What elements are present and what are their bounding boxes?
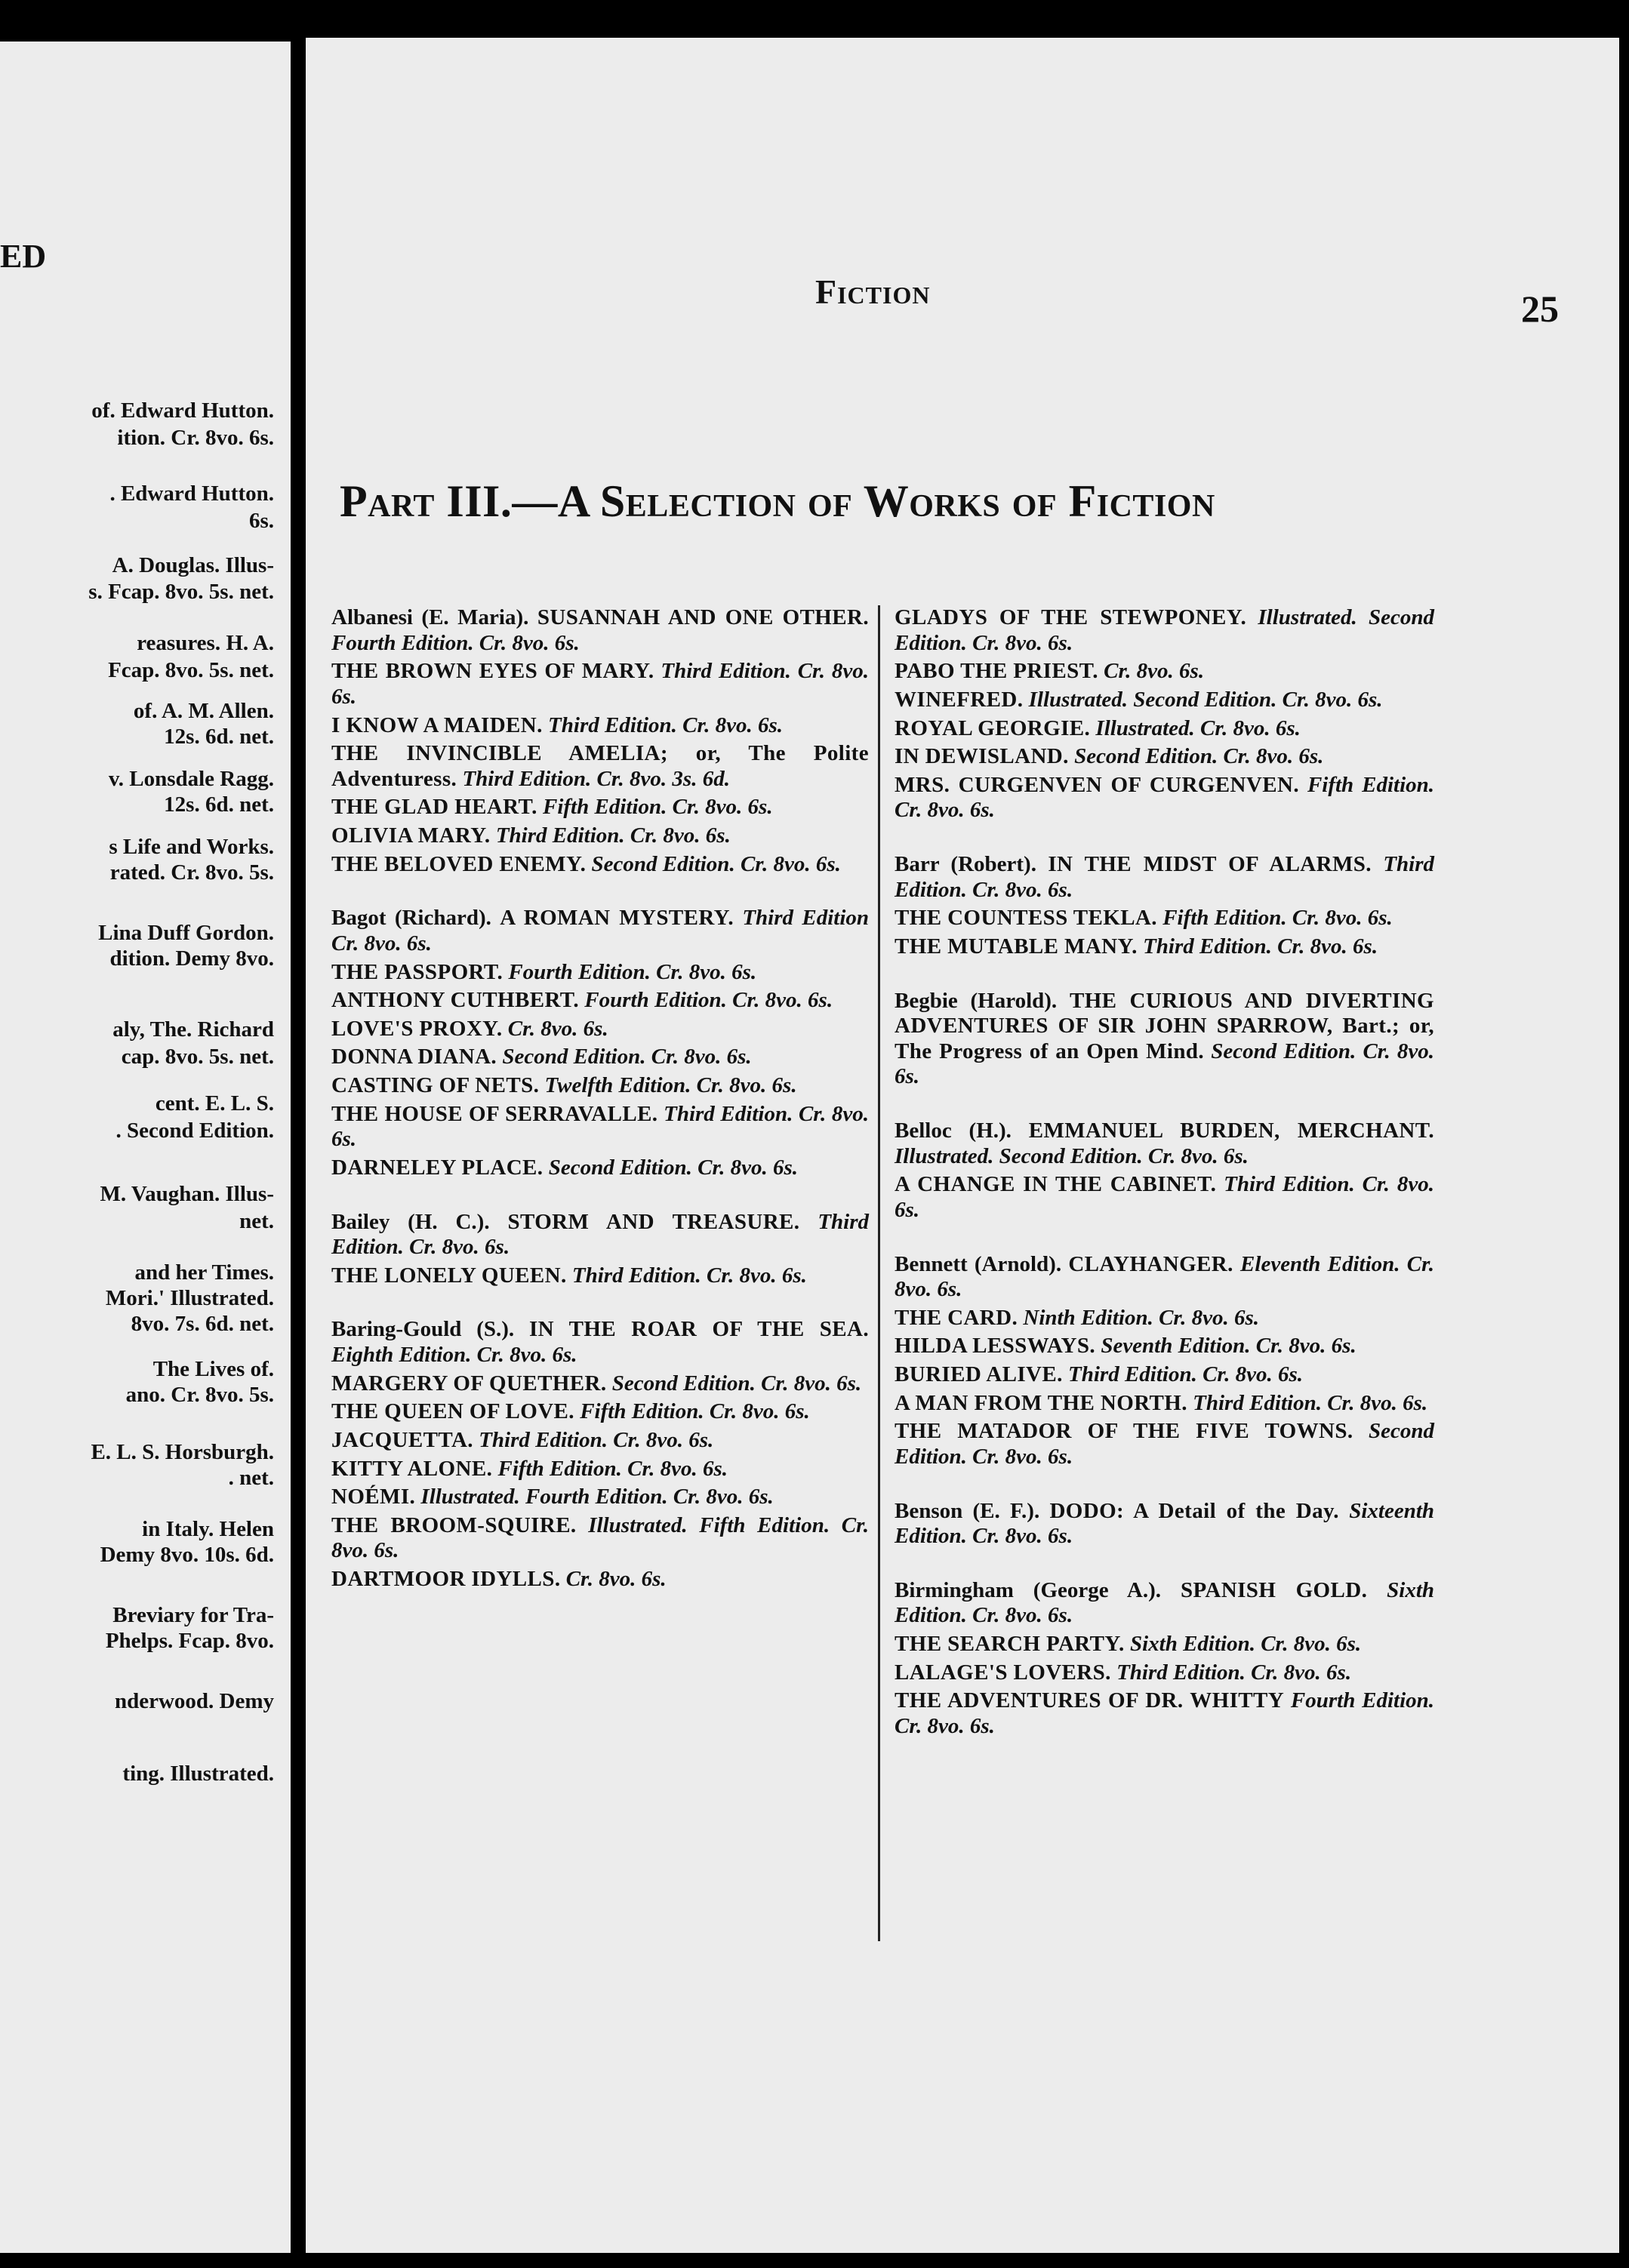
book-title: THE QUEEN OF LOVE.: [331, 1399, 574, 1424]
left-page-fragment: . Edward Hutton.: [109, 482, 274, 506]
left-page-fragment: 12s. 6d. net.: [164, 725, 274, 749]
left-page-fragment: v. Lonsdale Ragg.: [108, 767, 274, 791]
book-entry: [895, 1362, 1434, 1388]
book-details: Third Edition. Cr. 8vo. 6s.: [548, 712, 784, 737]
book-title: IN DEWISLAND.: [895, 744, 1069, 769]
left-page-fragment: dition. Demy 8vo.: [109, 946, 274, 971]
left-page-fragment: 8vo. 7s. 6d. net.: [131, 1312, 274, 1336]
left-page: [0, 42, 291, 2253]
book-title: ANTHONY CUTHBERT.: [331, 988, 580, 1013]
book-title: THE BELOVED ENEMY.: [331, 851, 587, 876]
left-page-fragment: rated. Cr. 8vo. 5s.: [109, 860, 274, 885]
book-entry: [895, 1391, 1434, 1417]
book-details: Sixth Edition. Cr. 8vo. 6s.: [895, 1577, 1435, 1628]
book-title: A ROMAN MYSTERY.: [500, 906, 734, 931]
book-author: Birmingham (George A.).: [895, 1577, 1162, 1602]
book-title: IN THE ROAR OF THE SEA.: [528, 1317, 870, 1342]
book-title: THE LONELY QUEEN.: [331, 1263, 567, 1288]
book-details: Eleventh Edition. Cr. 8vo. 6s.: [895, 1251, 1435, 1302]
book-title: THE MATADOR OF THE FIVE TOWNS.: [895, 1419, 1353, 1444]
left-page-fragment: aly, The. Richard: [112, 1017, 274, 1042]
book-details: Third Edition. Cr. 8vo. 6s.: [1116, 1660, 1352, 1685]
book-title: THE GLAD HEART.: [331, 795, 537, 820]
book-entry: [895, 1119, 1434, 1169]
book-details: Fourth Edition. Cr. 8vo. 6s.: [895, 1688, 1435, 1738]
book-entry: [331, 795, 869, 820]
book-author: Baring-Gould (S.).: [331, 1317, 515, 1342]
book-entry: [331, 659, 869, 709]
book-title: STORM AND TREASURE.: [507, 1209, 800, 1234]
book-entry: [895, 1632, 1434, 1657]
book-title: BURIED ALIVE.: [895, 1362, 1063, 1386]
book-details: Third Edition. Cr. 8vo. 6s.: [1143, 934, 1378, 959]
book-title: WINEFRED.: [895, 687, 1024, 712]
book-details: Fifth Edition. Cr. 8vo. 6s.: [543, 795, 773, 820]
book-entry: [331, 1399, 869, 1425]
left-column: [331, 605, 869, 1596]
book-details: Twelfth Edition. Cr. 8vo. 6s.: [544, 1073, 797, 1097]
book-details: Third Edition. Cr. 8vo. 6s.: [1068, 1362, 1304, 1386]
book-title: LALAGE'S LOVERS.: [895, 1660, 1111, 1685]
book-title: GLADYS OF THE STEWPONEY.: [895, 605, 1247, 629]
book-title: SPANISH GOLD.: [1180, 1577, 1368, 1602]
book-entry: [331, 1073, 869, 1099]
book-details: Fifth Edition. Cr. 8vo. 6s.: [895, 772, 1435, 823]
book-title: DARNELEY PLACE.: [331, 1155, 544, 1180]
book-title: SUSANNAH AND ONE OTHER.: [537, 605, 870, 629]
left-page-fragment: ano. Cr. 8vo. 5s.: [125, 1383, 274, 1407]
left-page-fragment: of. Edward Hutton.: [91, 399, 274, 423]
book-title: ROYAL GEORGIE.: [895, 715, 1091, 740]
left-page-fragment: net.: [239, 1209, 274, 1233]
book-details: Sixth Edition. Cr. 8vo. 6s.: [1129, 1632, 1362, 1656]
book-entry: [895, 773, 1434, 823]
book-title: MARGERY OF QUETHER.: [331, 1371, 607, 1396]
book-author: Bailey (H. C.).: [331, 1209, 490, 1234]
book-entry: [895, 989, 1434, 1091]
right-page: [306, 38, 1619, 2253]
book-entry: [331, 1428, 869, 1454]
book-title: THE ADVENTURES OF DR. WHITTY: [895, 1688, 1285, 1713]
book-details: Second Edition. Cr. 8vo. 6s.: [1074, 744, 1324, 769]
book-title: THE BROOM-SQUIRE.: [331, 1513, 577, 1537]
page-number: 25: [1521, 288, 1559, 330]
book-entry: [895, 1419, 1434, 1469]
book-entry: [895, 852, 1434, 903]
book-author: Albanesi (E. Maria).: [331, 605, 529, 629]
book-title: CASTING OF NETS.: [331, 1073, 540, 1097]
book-details: Illustrated. Fourth Edition. Cr. 8vo. 6s.: [420, 1485, 774, 1509]
book-title: EMMANUEL BURDEN, MERCHANT.: [1028, 1119, 1435, 1143]
book-entry: [895, 1252, 1434, 1303]
book-details: Third Edition. Cr. 8vo. 6s.: [1193, 1390, 1428, 1415]
left-page-fragment: cap. 8vo. 5s. net.: [121, 1045, 274, 1069]
left-page-fragment: . Second Edition.: [115, 1119, 274, 1143]
book-details: Fourth Edition. Cr. 8vo. 6s.: [584, 988, 833, 1013]
book-author: Bagot (Richard).: [331, 906, 491, 931]
book-entry: [331, 906, 869, 956]
book-title: I KNOW A MAIDEN.: [331, 712, 543, 737]
book-title: MRS. CURGENVEN OF CURGENVEN.: [895, 772, 1299, 797]
book-entry: [331, 823, 869, 849]
book-title: THE BROWN EYES OF MARY.: [331, 659, 654, 684]
book-entry: [331, 1156, 869, 1181]
left-page-fragment: The Lives of.: [152, 1357, 274, 1381]
left-page-fragment: Fcap. 8vo. 5s. net.: [108, 658, 274, 682]
book-details: Ninth Edition. Cr. 8vo. 6s.: [1023, 1305, 1260, 1330]
book-title: IN THE MIDST OF ALARMS.: [1048, 852, 1372, 876]
book-details: Cr. 8vo. 6s.: [565, 1567, 667, 1591]
left-page-fragment: ting. Illustrated.: [122, 1762, 274, 1786]
left-page-fragment: and her Times.: [134, 1260, 274, 1285]
book-title: NOÉMI.: [331, 1485, 416, 1509]
book-entry: [331, 1210, 869, 1260]
book-title: KITTY ALONE.: [331, 1456, 493, 1481]
book-details: Fifth Edition. Cr. 8vo. 6s.: [497, 1456, 728, 1481]
book-details: Second Edition. Cr. 8vo. 6s.: [502, 1045, 752, 1069]
book-title: THE INVINCIBLE AMELIA; or, The Polite Adventuress.: [331, 741, 869, 791]
book-entry: [895, 659, 1434, 685]
book-entry: [895, 688, 1434, 713]
book-details: Second Edition. Cr. 8vo. 6s.: [895, 1039, 1435, 1089]
book-title: DARTMOOR IDYLLS.: [331, 1567, 561, 1591]
book-details: Third Edition. Cr. 8vo. 3s. 6d.: [462, 766, 730, 791]
book-author: Bennett (Arnold).: [895, 1251, 1062, 1276]
book-entry: [895, 1660, 1434, 1686]
book-title: THE CARD.: [895, 1305, 1018, 1330]
left-page-fragment: cent. E. L. S.: [155, 1091, 274, 1116]
book-title: LOVE'S PROXY.: [331, 1016, 503, 1041]
book-entry: [331, 1317, 869, 1368]
part-title: Part III.—A Selection of Works of Fiction: [340, 476, 1215, 526]
book-author: Barr (Robert).: [895, 852, 1036, 876]
left-page-fragment: Mori.' Illustrated.: [105, 1286, 274, 1310]
book-title: A CHANGE IN THE CABINET.: [895, 1172, 1217, 1197]
book-title: A MAN FROM THE NORTH.: [895, 1390, 1187, 1415]
book-entry: [331, 1371, 869, 1397]
book-details: Illustrated. Second Edition. Cr. 8vo. 6s.: [895, 1143, 1249, 1168]
left-page-fragment: reasures. H. A.: [137, 631, 274, 655]
book-entry: [895, 1688, 1434, 1739]
left-page-fragment: nderwood. Demy: [114, 1689, 274, 1713]
book-entry: [895, 605, 1434, 656]
book-entry: [331, 1513, 869, 1564]
book-details: Third Edition. Cr. 8vo. 6s.: [495, 823, 731, 848]
book-entry: [895, 1172, 1434, 1223]
book-details: Second Edition. Cr. 8vo. 6s.: [895, 1419, 1435, 1469]
book-title: THE SEARCH PARTY.: [895, 1632, 1125, 1656]
book-title: OLIVIA MARY.: [331, 823, 491, 848]
book-details: Third Edition. Cr. 8vo. 6s.: [895, 852, 1434, 902]
book-entry: [331, 605, 869, 656]
left-page-fragment: 6s.: [248, 509, 274, 533]
column-divider: [878, 605, 880, 1941]
book-entry: [331, 1102, 869, 1152]
left-page-fragment: of. A. M. Allen.: [133, 699, 274, 723]
book-title: PABO THE PRIEST.: [895, 659, 1098, 684]
book-entry: [895, 716, 1434, 742]
book-details: Illustrated. Fifth Edition. Cr. 8vo. 6s.: [331, 1513, 870, 1563]
left-page-fragment: in Italy. Helen: [142, 1517, 274, 1541]
book-details: Third Edition. Cr. 8vo. 6s.: [331, 659, 870, 709]
right-column: [895, 605, 1434, 1743]
book-details: Cr. 8vo. 6s.: [507, 1016, 608, 1041]
book-entry: [895, 744, 1434, 770]
book-title: THE COUNTESS TEKLA.: [895, 906, 1157, 931]
book-entry: [331, 713, 869, 739]
left-page-fragment: 12s. 6d. net.: [164, 792, 274, 817]
book-details: Illustrated. Second Edition. Cr. 8vo. 6s.: [895, 605, 1435, 655]
book-entry: [895, 1578, 1434, 1629]
left-page-fragment: A. Douglas. Illus-: [112, 553, 274, 577]
book-details: Third Edition. Cr. 8vo. 6s.: [479, 1427, 714, 1452]
book-entry: [895, 1306, 1434, 1331]
book-title: THE HOUSE OF SERRAVALLE.: [331, 1101, 658, 1126]
book-details: Third Edition. Cr. 8vo. 6s.: [331, 1209, 869, 1260]
book-title: THE MUTABLE MANY.: [895, 934, 1138, 959]
book-entry: [895, 934, 1434, 960]
book-entry: [331, 1567, 869, 1593]
book-details: Second Edition. Cr. 8vo. 6s.: [611, 1371, 862, 1396]
book-entry: [331, 988, 869, 1014]
book-title: CLAYHANGER.: [1068, 1251, 1233, 1276]
book-details: Third Edition. Cr. 8vo. 6s.: [571, 1263, 807, 1288]
book-author: Belloc (H.).: [895, 1119, 1012, 1143]
running-title: Fiction: [815, 272, 931, 311]
book-title: THE PASSPORT.: [331, 959, 503, 984]
book-title: HILDA LESSWAYS.: [895, 1334, 1096, 1359]
left-page-fragment: Phelps. Fcap. 8vo.: [105, 1629, 274, 1653]
book-details: Seventh Edition. Cr. 8vo. 6s.: [1101, 1334, 1356, 1359]
book-title: DODO: A Detail of the Day.: [1049, 1498, 1339, 1523]
book-title: DONNA DIANA.: [331, 1045, 497, 1069]
book-details: Third Edition. Cr. 8vo. 6s.: [331, 1101, 869, 1152]
left-page-fragment: s Life and Works.: [109, 835, 274, 859]
left-page-fragment: Breviary for Tra-: [112, 1603, 274, 1627]
book-author: Benson (E. F.).: [895, 1498, 1040, 1523]
left-page-fragment: Demy 8vo. 10s. 6d.: [100, 1543, 274, 1567]
book-entry: [331, 1263, 869, 1289]
book-details: Illustrated. Second Edition. Cr. 8vo. 6s.: [1028, 687, 1383, 712]
book-entry: [331, 741, 869, 792]
left-page-fragment: Lina Duff Gordon.: [98, 921, 274, 945]
book-title: THE CURIOUS AND DIVERTING ADVENTURES OF SIR JOHN SPARROW, Bart.; or, The Progress of an Open Mind.: [895, 988, 1435, 1063]
left-page-fragment: s. Fcap. 8vo. 5s. net.: [88, 580, 274, 604]
book-entry: [331, 960, 869, 986]
book-details: Third Edition Cr. 8vo. 6s.: [331, 906, 870, 956]
book-entry: [331, 1485, 869, 1510]
left-page-fragment: ition. Cr. 8vo. 6s.: [117, 426, 274, 450]
book-entry: [331, 1457, 869, 1482]
left-page-fragment: E. L. S. Horsburgh.: [91, 1440, 274, 1464]
book-entry: [331, 852, 869, 878]
book-details: Sixteenth Edition. Cr. 8vo. 6s.: [895, 1498, 1435, 1549]
book-entry: [895, 906, 1434, 931]
book-entry: [331, 1017, 869, 1042]
book-details: Second Edition. Cr. 8vo. 6s.: [548, 1155, 799, 1180]
book-details: Fourth Edition. Cr. 8vo. 6s.: [508, 959, 757, 984]
book-details: Fifth Edition. Cr. 8vo. 6s.: [1162, 906, 1393, 931]
book-details: Eighth Edition. Cr. 8vo. 6s.: [331, 1343, 577, 1367]
book-entry: [895, 1499, 1434, 1549]
book-author: Begbie (Harold).: [895, 988, 1058, 1013]
book-details: Fifth Edition. Cr. 8vo. 6s.: [580, 1399, 810, 1424]
book-details: Illustrated. Cr. 8vo. 6s.: [1095, 715, 1301, 740]
book-entry: [331, 1045, 869, 1070]
left-page-fragment: M. Vaughan. Illus-: [100, 1182, 274, 1206]
book-details: Fourth Edition. Cr. 8vo. 6s.: [331, 630, 580, 655]
book-details: Third Edition. Cr. 8vo. 6s.: [895, 1172, 1434, 1222]
book-details: Second Edition. Cr. 8vo. 6s.: [591, 851, 841, 876]
left-page-fragment: . net.: [228, 1466, 274, 1490]
book-entry: [895, 1334, 1434, 1359]
book-details: Cr. 8vo. 6s.: [1104, 659, 1205, 684]
book-title: JACQUETTA.: [331, 1427, 473, 1452]
left-page-fragment: ED: [0, 238, 47, 275]
